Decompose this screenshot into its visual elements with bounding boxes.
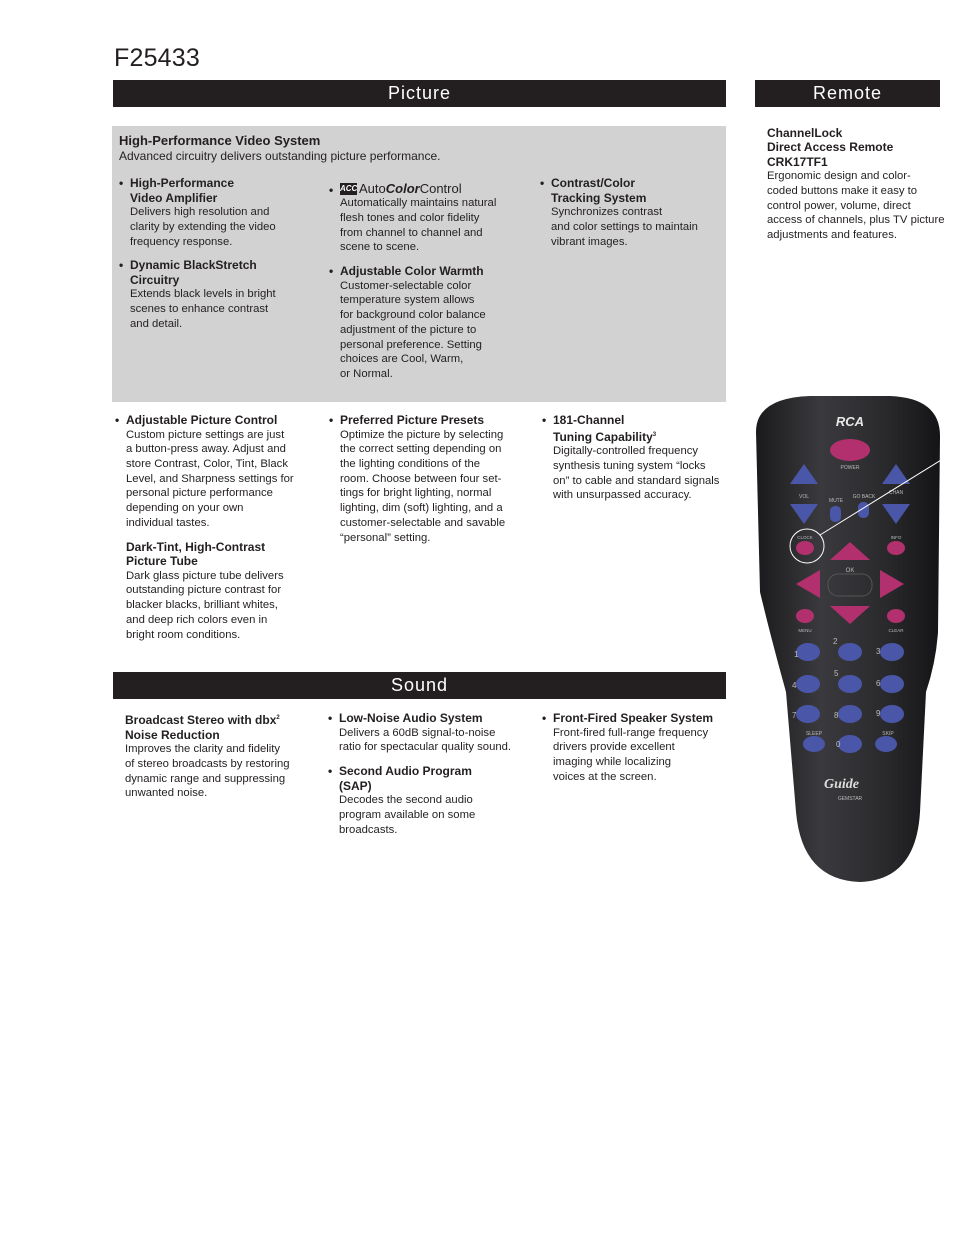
digit-button[interactable] bbox=[880, 643, 904, 661]
digit-button[interactable] bbox=[838, 675, 862, 693]
feature-desc-line: depending on your own bbox=[126, 502, 244, 515]
clock-button[interactable] bbox=[796, 541, 814, 555]
feature-title: Tracking System bbox=[551, 190, 647, 205]
acc-logo-control: Control bbox=[419, 180, 462, 196]
feature-color-warmth bbox=[329, 264, 519, 382]
feature-desc-line: broadcasts. bbox=[339, 823, 398, 836]
feature-title: Preferred Picture Presets bbox=[340, 413, 485, 427]
feature-title: Adjustable Color Warmth bbox=[340, 264, 484, 279]
feature-desc-line: personal picture performance bbox=[126, 487, 273, 500]
feature-desc-line: the correct setting depending on bbox=[340, 443, 502, 456]
sleep-button[interactable] bbox=[803, 736, 825, 752]
acc-logo-auto: Auto bbox=[359, 180, 386, 196]
feature-desc-line: Automatically maintains natural bbox=[340, 197, 497, 210]
feature-desc-line: tings for bright lighting, normal bbox=[340, 487, 492, 500]
feature-desc-line: Level, and Sharpness settings for bbox=[126, 472, 294, 485]
digit-button[interactable] bbox=[796, 643, 820, 661]
clear-label: CLEAR bbox=[888, 628, 904, 633]
feature-desc-line: temperature system allows bbox=[340, 294, 475, 307]
feature-title: Contrast/Color bbox=[551, 176, 635, 190]
bullet: • bbox=[119, 176, 124, 190]
feature-title: Picture Tube bbox=[126, 554, 198, 569]
remote-brand: RCA bbox=[835, 414, 865, 429]
gemstar-label: GEMSTAR bbox=[837, 796, 863, 802]
feature-desc-line: Front-fired full-range frequency bbox=[553, 726, 709, 739]
feature-desc-line: ratio for spectacular quality sound. bbox=[339, 741, 512, 754]
feature-desc-line: store Contrast, Color, Tint, Black bbox=[126, 458, 288, 470]
remote-desc-line: Ergonomic design and color- bbox=[767, 170, 911, 183]
feature-desc-line: Delivers a 60dB signal-to-noise bbox=[339, 726, 496, 739]
skip-label: SKIP bbox=[882, 731, 894, 737]
video-system-title: High-Performance Video System bbox=[119, 133, 321, 148]
feature-sap bbox=[328, 764, 528, 837]
digit-label: 5 bbox=[834, 669, 839, 678]
feature-desc-line: room. Choose between four set- bbox=[340, 472, 502, 485]
feature-tuning-capability bbox=[542, 413, 732, 503]
feature-desc-line: and color settings to maintain bbox=[551, 220, 698, 233]
power-label: POWER bbox=[840, 465, 860, 471]
digit-label: 2 bbox=[833, 637, 838, 646]
feature-desc-line: the lighting conditions of the bbox=[340, 458, 481, 470]
vol-label: VOL bbox=[798, 494, 810, 500]
feature-desc-line: Improves the clarity and fidelity bbox=[125, 743, 281, 756]
picture-column-1 bbox=[115, 413, 305, 651]
feature-title: Second Audio Program bbox=[339, 764, 472, 778]
feature-low-noise-audio bbox=[328, 711, 528, 755]
bullet: • bbox=[542, 711, 547, 725]
feature-title: Circuitry bbox=[130, 272, 180, 287]
feature-desc-line: and deep rich colors even in bbox=[126, 613, 268, 626]
digit-button[interactable] bbox=[796, 675, 820, 693]
feature-desc-line: Optimize the picture by selecting bbox=[340, 428, 504, 441]
clear-button[interactable] bbox=[887, 609, 905, 623]
feature-title: Tuning Capability bbox=[553, 429, 653, 444]
gray-column-1 bbox=[119, 176, 299, 341]
feature-desc-line: outstanding picture contrast for bbox=[126, 584, 282, 597]
feature-contrast-tracking bbox=[540, 176, 720, 249]
feature-desc-line: dynamic range and suppressing bbox=[125, 772, 286, 785]
feature-desc-line: bright room conditions. bbox=[126, 628, 241, 641]
feature-desc-line: lighting, dim (soft) lighting, and a bbox=[340, 502, 503, 515]
feature-desc-line: individual tastes. bbox=[126, 516, 210, 529]
mute-button[interactable] bbox=[830, 506, 841, 522]
feature-desc-line: scenes to enhance contrast bbox=[130, 303, 269, 316]
sleep-label: SLEEP bbox=[805, 731, 823, 737]
menu-button[interactable] bbox=[796, 609, 814, 623]
remote-desc-line: access of channels, plus TV picture bbox=[767, 214, 945, 227]
feature-desc-line: frequency response. bbox=[130, 235, 233, 248]
feature-title: (SAP) bbox=[339, 778, 372, 793]
gray-column-2 bbox=[329, 181, 519, 391]
feature-title: Video Amplifier bbox=[130, 190, 218, 205]
digit-label: 7 bbox=[792, 711, 797, 720]
footnote-mark: 2 bbox=[276, 715, 280, 721]
digit-label: 9 bbox=[876, 709, 881, 718]
acc-logo-mark: ACC bbox=[340, 184, 358, 193]
feature-desc-line: blacker blacks, brilliant whites, bbox=[126, 599, 278, 612]
feature-title: Adjustable Picture Control bbox=[126, 413, 278, 427]
feature-desc-line: unwanted noise. bbox=[125, 787, 208, 800]
mute-label: MUTE bbox=[828, 498, 844, 504]
feature-desc-line: Custom picture settings are just bbox=[126, 428, 285, 441]
feature-title: Broadcast Stereo with dbx bbox=[125, 713, 277, 727]
power-button[interactable] bbox=[830, 439, 870, 461]
feature-desc-line: for background color balance bbox=[340, 309, 486, 322]
picture-column-2 bbox=[329, 413, 524, 554]
feature-picture-presets bbox=[329, 413, 524, 545]
digit-label: 1 bbox=[794, 650, 799, 659]
digit-button[interactable] bbox=[880, 705, 904, 723]
feature-title: Dark-Tint, High-Contrast bbox=[126, 539, 266, 554]
auto-color-control-logo bbox=[340, 182, 462, 197]
sound-column-3 bbox=[542, 711, 737, 793]
acc-logo-color: Color bbox=[385, 180, 420, 196]
feature-desc-line: Customer-selectable color bbox=[340, 279, 472, 292]
digit-button[interactable] bbox=[838, 705, 862, 723]
digit-button[interactable] bbox=[838, 735, 862, 753]
feature-desc-line: Synchronizes contrast bbox=[551, 206, 663, 219]
feature-desc-line: Decodes the second audio bbox=[339, 794, 473, 807]
feature-desc-line: “personal” setting. bbox=[340, 531, 431, 544]
clock-label: CLOCK bbox=[797, 535, 813, 540]
feature-desc-line: imaging while localizing bbox=[553, 756, 672, 768]
video-system-desc: Advanced circuitry delivers outstanding picture performance. bbox=[119, 148, 441, 163]
feature-title: High-Performance bbox=[130, 176, 235, 190]
feature-desc-line: flesh tones and color fidelity bbox=[340, 212, 480, 225]
feature-blackstretch bbox=[119, 258, 299, 331]
digit-button[interactable] bbox=[880, 675, 904, 693]
feature-title-with-sup bbox=[125, 711, 305, 728]
sound-column-1 bbox=[125, 711, 305, 810]
remote-desc-line: control power, volume, direct bbox=[767, 199, 911, 212]
feature-desc-line: program available on some bbox=[339, 808, 476, 821]
feature-title: Front-Fired Speaker System bbox=[553, 711, 714, 725]
feature-picture-tube bbox=[115, 540, 305, 643]
info-label: INFO bbox=[890, 535, 902, 540]
feature-desc-line: a button-press away. Adjust and bbox=[126, 443, 286, 456]
feature-desc-line: from channel to channel and bbox=[340, 226, 483, 239]
feature-desc-line: Delivers high resolution and bbox=[130, 206, 270, 219]
info-button[interactable] bbox=[887, 541, 905, 555]
bullet: • bbox=[542, 413, 547, 427]
remote-description bbox=[767, 126, 947, 243]
feature-adjustable-picture-control bbox=[115, 413, 305, 531]
guide-logo: Guide bbox=[824, 777, 859, 792]
feature-desc-line: vibrant images. bbox=[551, 235, 628, 248]
menu-label: MENU bbox=[798, 628, 812, 633]
feature-title: Noise Reduction bbox=[125, 727, 220, 742]
remote-title: Direct Access Remote bbox=[767, 140, 894, 155]
ok-label: OK bbox=[845, 568, 855, 574]
picture-column-3 bbox=[542, 413, 732, 512]
model-number: F25433 bbox=[114, 44, 200, 72]
digit-button[interactable] bbox=[796, 705, 820, 723]
feature-title: Dynamic BlackStretch bbox=[130, 258, 257, 273]
feature-desc-line: Extends black levels in bright bbox=[130, 288, 276, 301]
feature-desc-line: of stereo broadcasts by restoring bbox=[125, 757, 290, 770]
feature-desc-line: Dark glass picture tube delivers bbox=[126, 569, 284, 582]
remote-desc-line: coded buttons make it easy to bbox=[767, 184, 918, 197]
feature-auto-color-control bbox=[329, 181, 519, 255]
feature-desc-line: on” to cable and standard signals bbox=[553, 474, 720, 487]
sound-column-2 bbox=[328, 711, 528, 846]
feature-desc-line: or Normal. bbox=[340, 367, 393, 380]
digit-label: 8 bbox=[834, 711, 839, 720]
digit-label: 0 bbox=[836, 740, 841, 749]
feature-desc-line: customer-selectable and savable bbox=[340, 516, 506, 529]
remote-desc-line: adjustments and features. bbox=[767, 229, 897, 242]
picture-header: Picture bbox=[113, 80, 726, 107]
sound-header: Sound bbox=[113, 672, 726, 699]
feature-desc-line: Digitally-controlled frequency bbox=[553, 445, 699, 458]
feature-title: Low-Noise Audio System bbox=[339, 711, 483, 725]
goback-label: GO BACK bbox=[852, 494, 876, 500]
remote-model: CRK17TF1 bbox=[767, 154, 828, 169]
skip-button[interactable] bbox=[875, 736, 897, 752]
video-system-intro bbox=[119, 134, 719, 163]
bullet: • bbox=[328, 764, 333, 778]
remote-control-image bbox=[750, 392, 954, 887]
digit-label: 3 bbox=[876, 647, 881, 656]
feature-desc-line: clarity by extending the video bbox=[130, 220, 276, 233]
feature-broadcast-stereo bbox=[125, 711, 305, 801]
feature-desc-line: synthesis tuning system “locks bbox=[553, 459, 706, 472]
feature-desc-line: scene to scene. bbox=[340, 241, 420, 254]
feature-video-amplifier bbox=[119, 176, 299, 249]
remote-header: Remote bbox=[755, 80, 940, 107]
feature-desc-line: choices are Cool, Warm, bbox=[340, 353, 464, 366]
digit-label: 4 bbox=[792, 681, 797, 690]
feature-front-fired-speakers bbox=[542, 711, 737, 784]
bullet: • bbox=[329, 413, 334, 427]
bullet: • bbox=[329, 183, 334, 197]
feature-desc-line: drivers provide excellent bbox=[553, 741, 675, 754]
digit-label: 6 bbox=[876, 679, 881, 688]
bullet: • bbox=[328, 711, 333, 725]
feature-title: 181-Channel bbox=[553, 413, 625, 427]
bullet: • bbox=[540, 176, 545, 190]
feature-desc-line: adjustment of the picture to bbox=[340, 323, 477, 336]
remote-title: ChannelLock bbox=[767, 126, 843, 140]
feature-title-with-sup bbox=[553, 428, 732, 445]
bullet: • bbox=[119, 258, 124, 273]
feature-desc-line: with unsurpassed accuracy. bbox=[553, 489, 692, 502]
feature-desc-line: and detail. bbox=[130, 317, 183, 330]
feature-desc-line: voices at the screen. bbox=[553, 770, 657, 783]
chan-label: CHAN bbox=[888, 490, 904, 496]
digit-button[interactable] bbox=[838, 643, 862, 661]
bullet: • bbox=[115, 413, 120, 427]
feature-desc-line: personal preference. Setting bbox=[340, 338, 482, 351]
gray-column-3 bbox=[540, 176, 720, 258]
footnote-mark: 3 bbox=[652, 431, 657, 438]
bullet: • bbox=[329, 264, 334, 279]
